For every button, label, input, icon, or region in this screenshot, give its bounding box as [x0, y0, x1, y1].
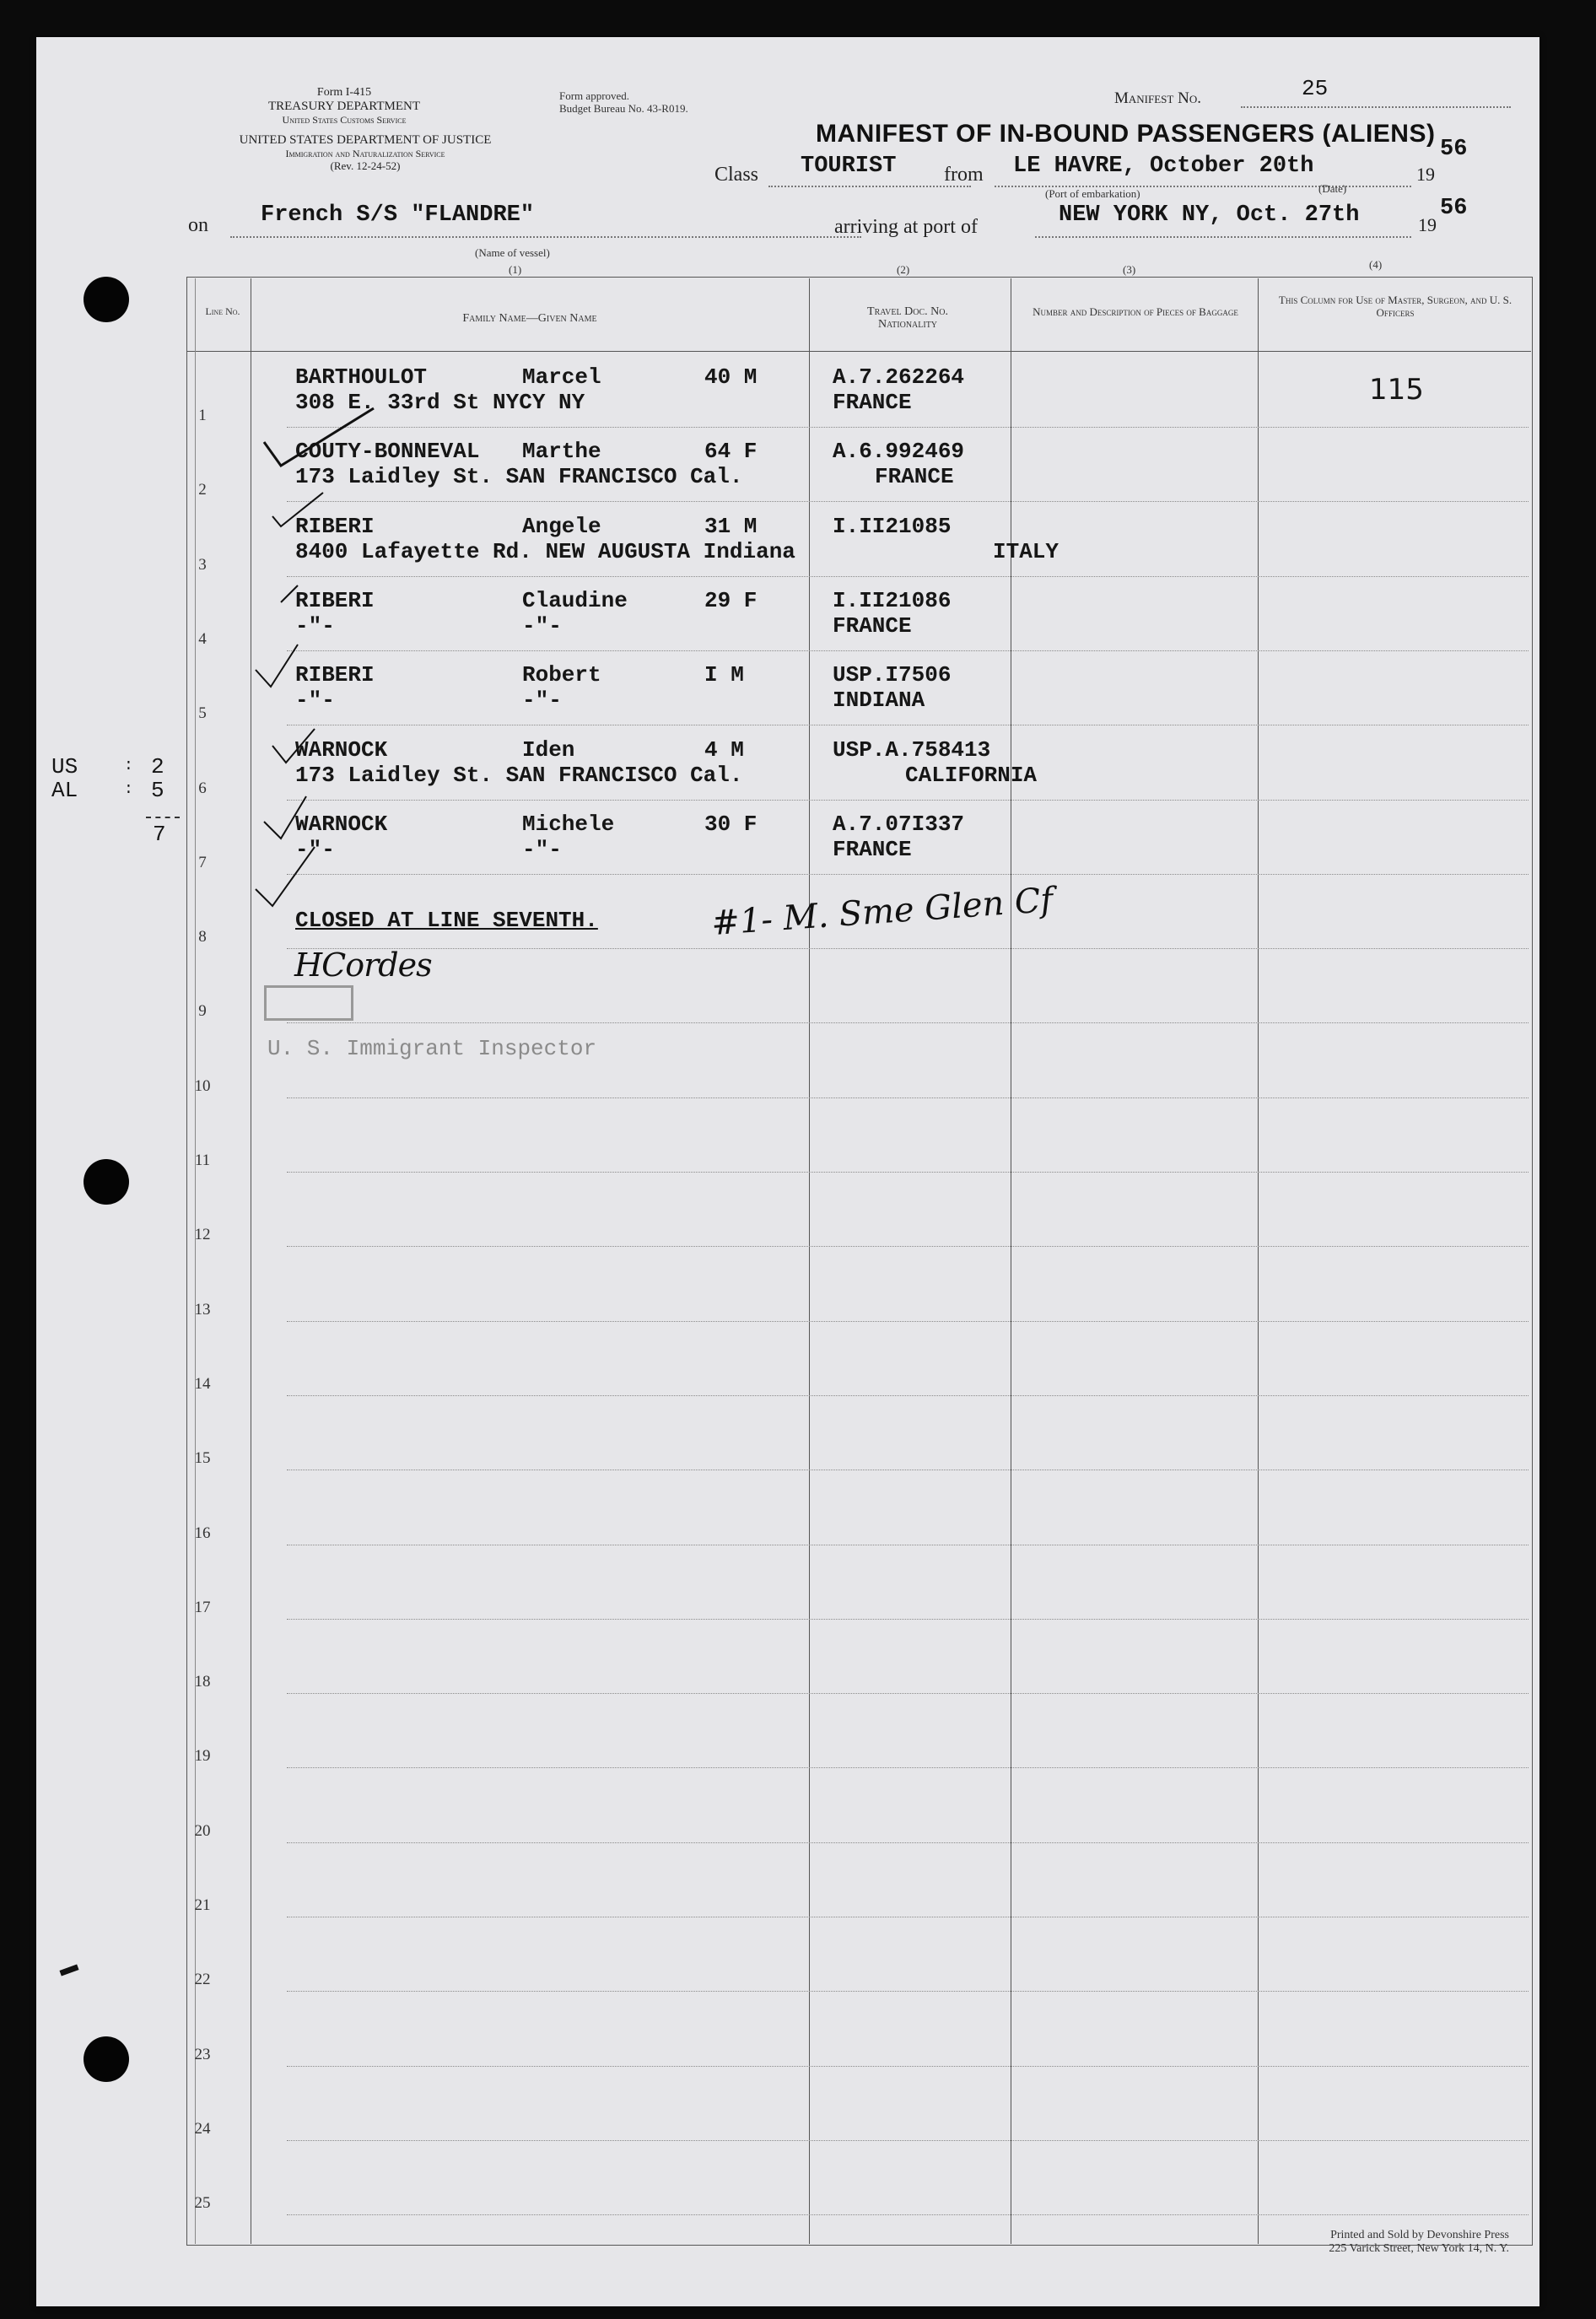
class-value: TOURIST: [801, 154, 897, 179]
entry-age-sex: 31 M: [704, 513, 758, 539]
entry-nationality: FRANCE: [833, 612, 912, 639]
year-prefix-1: 19: [1416, 164, 1435, 185]
justice-dept: UNITED STATES DEPARTMENT OF JUSTICE: [239, 133, 492, 147]
line-number: 1: [198, 407, 207, 424]
entry-age-sex: 40 M: [704, 364, 758, 390]
row-rule: [287, 1097, 1529, 1098]
treasury-dept: TREASURY DEPARTMENT: [267, 100, 421, 113]
entry-travel-doc: I.II21086: [833, 587, 952, 613]
line-number: 22: [194, 1971, 211, 1989]
entry-travel-doc: A.6.992469: [833, 439, 965, 465]
tally-total: 7: [153, 822, 166, 847]
entry-nationality: FRANCE: [833, 836, 912, 862]
entry-age-sex: 64 F: [704, 439, 758, 465]
entry-travel-doc: I.II21085: [833, 513, 952, 539]
class-label: Class: [714, 164, 759, 186]
entry-family-name: RIBERI: [295, 662, 375, 688]
row-rule: [287, 1172, 1529, 1173]
on-label: on: [188, 214, 208, 236]
col-header-officers: This Column for Use of Master, Surgeon, and U. S. Officers: [1278, 294, 1512, 319]
check-marks: [247, 391, 399, 914]
stray-mark: [59, 1964, 78, 1976]
tally-al-value: 5: [151, 778, 164, 803]
line-number: 17: [194, 1598, 211, 1616]
punch-hole-bottom: [84, 2036, 129, 2082]
punch-hole-top: [84, 277, 129, 322]
entry-given-name: Robert: [522, 662, 601, 688]
entry-ditto-given: -"-: [522, 612, 562, 639]
line-number: 18: [194, 1673, 211, 1691]
line-number: 14: [194, 1374, 211, 1393]
entry-given-name: Angele: [522, 513, 601, 539]
entry-ditto-address: -"-: [295, 612, 335, 639]
entry-nationality: ITALY: [993, 538, 1060, 564]
entry-address: 8400 Lafayette Rd. NEW AUGUSTA Indiana: [295, 538, 795, 564]
entry-ditto-given: -"-: [522, 836, 562, 862]
entry-age-sex: I M: [704, 662, 744, 688]
row-rule: [287, 1693, 1529, 1694]
row-rule: [287, 576, 1529, 577]
manifest-title: MANIFEST OF IN-BOUND PASSENGERS (ALIENS): [816, 120, 1436, 148]
entry-travel-doc: USP.A.758413: [833, 736, 991, 763]
row-rule: [287, 1842, 1529, 1843]
entry-age-sex: 30 F: [704, 811, 758, 837]
ins-service: Immigration and Naturalization Service: [285, 148, 445, 159]
entry-ditto-address: -"-: [295, 688, 335, 714]
line-number: 3: [198, 555, 207, 574]
line-number: 5: [198, 704, 207, 723]
entry-officer-note: 115: [1369, 373, 1424, 407]
manifest-page: Form I-415 TREASURY DEPARTMENT United States Customs Service UNITED STATES DEPARTMENT OF JUSTICE Immigration and Naturalization Service (Rev. 12-24-52) Form approved. Budget Bureau No. 43-R019. Manifest No. 25 MANIFEST OF IN-BOUND PASSENGERS (ALIENS) Class TOURIST from LE HAVRE, October 20th 19 56 (Port of embarkation) (Date) on French S/S "FLANDRE" (Name of vessel) arriving at port of NEW YORK NY, Oct. 27th 19 56 (1) (2) (3) (4) Line No. Family Name—Given Name Travel Doc. No. Nationality Number and Description of Pieces of Baggage This Column for Use of Master, Surgeon, and U. S. Officers 1 2 3 4 5 6 7 8 9 10 11 12 13 14 15 16 17 18 19 20 21 22 23 24 25 BARTHOULOT Marcel 40 M A.7.262264 308 E. 33rd St NYCY NY FRANCE 115 COUTY-BONNEVAL Marthe 64 F A.6.992469 173 Laidley St. SAN FRANCISCO Cal. FRANCE RIBERI Angele 31 M I.II21085 8400 Lafayette Rd. NEW AUGUSTA Indiana ITALY RIBERI Claudine 29 F I.II21086 -"- -"- FRANCE RIBERI Robert I M USP.I7506 -"- -"- INDIANA WARNOCK Iden 4 M USP.A.758413 173 Laidley St. SAN FRANCISCO Cal. CALIFORNIA WARNOCK Michele 30 F A.7.07I337 -"- -"- FRANCE CLOSED AT LINE SEVENTH. HCordes U. S. Immigrant Inspector #1- M. Sme Glen Cf US : 2 AL : 5 7 Printed and Sold by Devonshire Press 225 Varick Street, New York 14, N. Y.: [36, 37, 1539, 2306]
punch-hole-middle: [84, 1159, 129, 1205]
entry-nationality: CALIFORNIA: [905, 762, 1038, 788]
line-number: 15: [194, 1449, 211, 1468]
entry-travel-doc: USP.I7506: [833, 662, 952, 688]
entry-given-name: Iden: [522, 736, 575, 763]
entry-address: 173 Laidley St. SAN FRANCISCO Cal.: [295, 464, 743, 490]
line-number: 25: [194, 2194, 211, 2213]
line-number: 8: [198, 928, 207, 946]
entry-ditto-address: -"-: [295, 836, 335, 862]
row-rule: [287, 2140, 1529, 2141]
entry-family-name: COUTY-BONNEVAL: [295, 439, 480, 465]
row-rule: [287, 1767, 1529, 1768]
line-number: 9: [198, 1002, 207, 1021]
row-rule: [287, 948, 1529, 949]
entry-family-name: WARNOCK: [295, 736, 388, 763]
line-number: 19: [194, 1747, 211, 1766]
embarkation-value: LE HAVRE, October 20th: [1013, 154, 1314, 179]
form-number: Form I-415: [316, 86, 372, 99]
form-approved: Form approved.: [559, 89, 630, 102]
line-number: 6: [198, 779, 207, 797]
row-rule: [287, 1619, 1529, 1620]
entry-address: 173 Laidley St. SAN FRANCISCO Cal.: [295, 762, 743, 788]
line-number: 11: [194, 1151, 211, 1169]
entry-nationality: INDIANA: [833, 688, 925, 714]
year-prefix-2: 19: [1418, 214, 1437, 235]
tally-us-label: US: [51, 754, 78, 779]
line-number: 2: [198, 481, 207, 499]
line-number: 16: [194, 1524, 211, 1542]
col-header-name: Family Name—Given Name: [462, 312, 597, 325]
entry-ditto-given: -"-: [522, 688, 562, 714]
row-rule: [287, 1395, 1529, 1396]
line-number: 12: [194, 1226, 211, 1244]
col-num-1: (1): [509, 263, 522, 276]
year-arrive-value: 56: [1440, 196, 1468, 221]
col-header-travel-doc: Travel Doc. No. Nationality: [867, 305, 948, 331]
entry-nationality: FRANCE: [875, 464, 954, 490]
entry-family-name: BARTHOULOT: [295, 364, 428, 390]
from-label: from: [944, 164, 984, 186]
year-from-value: 56: [1440, 137, 1468, 162]
col-num-2: (2): [897, 263, 910, 276]
col-header-baggage: Number and Description of Pieces of Baggage: [1033, 305, 1238, 318]
row-rule: [287, 501, 1529, 502]
manifest-no-value: 25: [1302, 76, 1329, 101]
row-rule: [287, 1321, 1529, 1322]
entry-family-name: RIBERI: [295, 513, 375, 539]
line-number: 21: [194, 1896, 211, 1914]
revision: (Rev. 12-24-52): [330, 159, 401, 172]
embark-caption: (Port of embarkation): [1045, 187, 1140, 200]
closed-at-line: CLOSED AT LINE SEVENTH.: [295, 908, 598, 933]
entry-travel-doc: A.7.07I337: [833, 811, 965, 837]
stamp-box: [264, 985, 353, 1021]
entry-age-sex: 4 M: [704, 736, 744, 763]
customs-service: United States Customs Service: [282, 114, 407, 126]
row-rule: [287, 1022, 1529, 1023]
col-num-4: (4): [1369, 258, 1383, 271]
line-number: 24: [194, 2119, 211, 2138]
manifest-no-label: Manifest No.: [1114, 89, 1201, 107]
entry-nationality: FRANCE: [833, 390, 912, 415]
entry-given-name: Marthe: [522, 439, 601, 465]
row-rule: [287, 2066, 1529, 2067]
entry-family-name: RIBERI: [295, 587, 375, 613]
tally-us-value: 2: [151, 754, 164, 779]
row-rule: [287, 427, 1529, 428]
row-rule: [287, 1991, 1529, 1992]
line-number: 4: [198, 629, 207, 648]
printer-line-1: Printed and Sold by Devonshire Press: [1330, 2229, 1509, 2241]
line-number: 7: [198, 853, 207, 871]
inspector-signature: HCordes: [294, 946, 432, 984]
entry-given-name: Marcel: [522, 364, 601, 390]
row-rule: [287, 1246, 1529, 1247]
entry-address: 308 E. 33rd St NYCY NY: [295, 390, 585, 415]
arriving-label: arriving at port of: [834, 216, 978, 238]
line-number: 23: [194, 2045, 211, 2063]
row-rule: [287, 874, 1529, 875]
entry-travel-doc: A.7.262264: [833, 364, 965, 390]
col-header-line-no: Line No.: [205, 305, 240, 317]
entry-given-name: Michele: [522, 811, 615, 837]
row-rule: [287, 2214, 1529, 2215]
line-number: 10: [194, 1076, 211, 1095]
col-num-3: (3): [1123, 263, 1136, 276]
line-number: 13: [194, 1300, 211, 1319]
entry-family-name: WARNOCK: [295, 811, 388, 837]
date-caption: (Date): [1318, 182, 1347, 195]
vessel-caption: (Name of vessel): [475, 246, 550, 259]
vessel-name: French S/S "FLANDRE": [261, 202, 535, 228]
budget-bureau: Budget Bureau No. 43-R019.: [559, 102, 688, 115]
tally-al-label: AL: [51, 778, 78, 803]
entry-given-name: Claudine: [522, 587, 628, 613]
line-number: 20: [194, 1821, 211, 1840]
margin-signature: #1- M. Sme Glen Cf: [709, 880, 1054, 944]
inspector-stamp: U. S. Immigrant Inspector: [267, 1036, 597, 1061]
row-rule: [287, 650, 1529, 651]
printer-line-2: 225 Varick Street, New York 14, N. Y.: [1329, 2242, 1509, 2255]
row-rule: [287, 800, 1529, 801]
entry-age-sex: 29 F: [704, 587, 758, 613]
arrival-port-value: NEW YORK NY, Oct. 27th: [1059, 202, 1360, 228]
